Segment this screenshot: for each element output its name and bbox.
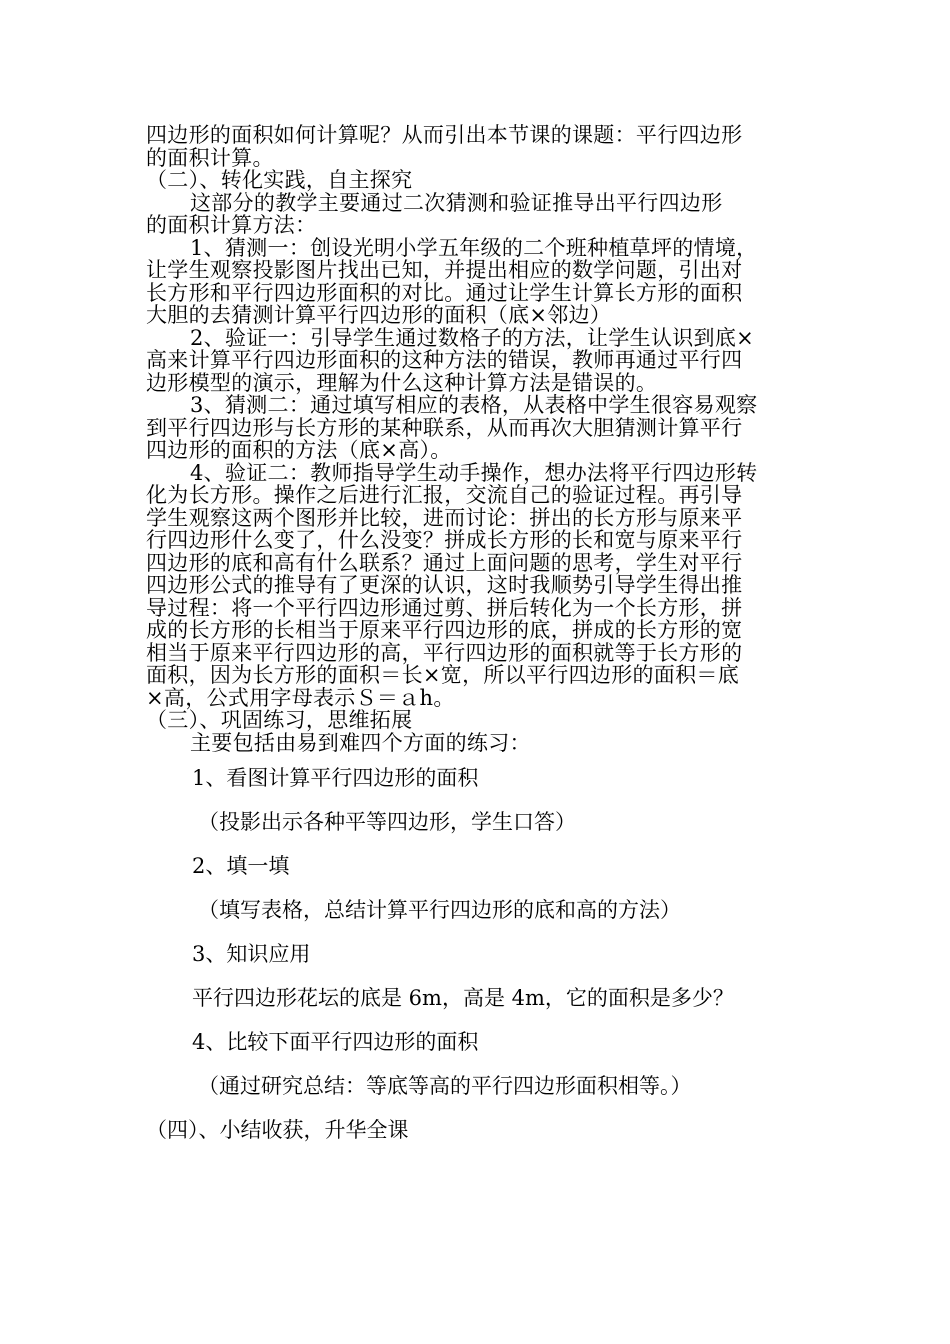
- paragraph-line: 导过程：将一个平行四边形通过剪、拼后转化为一个长方形，拼: [146, 595, 743, 620]
- paragraph-line: 化为长方形。操作之后进行汇报，交流自己的验证过程。再引导: [146, 483, 743, 507]
- paragraph-line: 行四边形什么变了，什么没变？拼成长方形的长和宽与原来平行: [146, 528, 743, 552]
- paragraph-line: 高来计算平行四边形面积的这种方法的错误，教师再通过平行四: [146, 348, 743, 372]
- paragraph-line: 这部分的教学主要通过二次猜测和验证推导出平行四边形: [190, 190, 723, 215]
- paragraph-line: 四边形公式的推导有了更深的认识，这时我顺势引导学生得出推: [146, 573, 743, 597]
- section-heading-4: （四）、小结收获，升华全课: [146, 1118, 409, 1142]
- paragraph-line: 让学生观察投影图片找出已知，并提出相应的数学问题，引出对: [146, 258, 743, 282]
- paragraph-line: 到平行四边形与长方形的某种联系，从而再次大胆猜测计算平行: [146, 415, 743, 440]
- paragraph-line: 成的长方形的长相当于原来平行四边形的底，拼成的长方形的宽: [146, 618, 743, 642]
- paragraph-line: 4、验证二：教师指导学生动手操作，想办法将平行四边形转: [190, 460, 758, 485]
- paragraph-line: 的面积计算。: [146, 145, 274, 170]
- paragraph-line: 长方形和平行四边形面积的对比。通过让学生计算长方形的面积: [146, 280, 743, 305]
- paragraph-line: 面积，因为长方形的面积＝长×宽，所以平行四边形的面积＝底: [146, 663, 739, 687]
- paragraph-line: 学生观察这两个图形并比较，进而讨论：拼出的长方形与原来平: [146, 505, 743, 530]
- practice-item-1: 1、看图计算平行四边形的面积: [192, 766, 479, 790]
- section-heading-3: （三）、巩固练习，思维拓展: [146, 708, 413, 732]
- practice-question-3: 平行四边形花坛的底是 6m，高是 4m，它的面积是多少？: [192, 986, 734, 1010]
- paragraph-line: 大胆的去猜测计算平行四边形的面积（底×邻边）: [146, 303, 612, 327]
- practice-note-4: （通过研究总结：等底等高的平行四边形面积相等。）: [198, 1074, 692, 1098]
- paragraph-line: 主要包括由易到难四个方面的练习：: [190, 730, 531, 755]
- paragraph-line: ×高，公式用字母表示Ｓ＝ａh。: [146, 685, 455, 710]
- paragraph-line: 边形模型的演示，理解为什么这种计算方法是错误的。: [146, 370, 658, 395]
- practice-item-3: 3、知识应用: [192, 942, 311, 966]
- practice-note-2: （填写表格，总结计算平行四边形的底和高的方法）: [198, 898, 681, 922]
- practice-item-2: 2、填一填: [192, 854, 290, 878]
- section-heading-2: （二）、转化实践，自主探究: [146, 168, 413, 192]
- paragraph-line: 的面积计算方法：: [146, 213, 317, 237]
- document-body: [146, 124, 816, 1142]
- paragraph-line: 3、猜测二：通过填写相应的表格，从表格中学生很容易观察: [190, 393, 758, 417]
- paragraph-line: 四边形的底和高有什么联系？通过上面问题的思考，学生对平行: [146, 550, 743, 575]
- paragraph-line: 四边形的面积的方法（底×高）。: [146, 438, 452, 462]
- paragraph-line: 相当于原来平行四边形的高，平行四边形的面积就等于长方形的: [146, 640, 743, 665]
- practice-item-4: 4、比较下面平行四边形的面积: [192, 1030, 479, 1054]
- paragraph-line: 2、验证一：引导学生通过数格子的方法，让学生认识到底×: [190, 325, 755, 350]
- paragraph-line: 1、猜测一：创设光明小学五年级的二个班种植草坪的情境，: [190, 235, 758, 260]
- practice-note-1: （投影出示各种平等四边形，学生口答）: [198, 810, 576, 834]
- paragraph-line: 四边形的面积如何计算呢？从而引出本节课的课题：平行四边形: [146, 123, 743, 147]
